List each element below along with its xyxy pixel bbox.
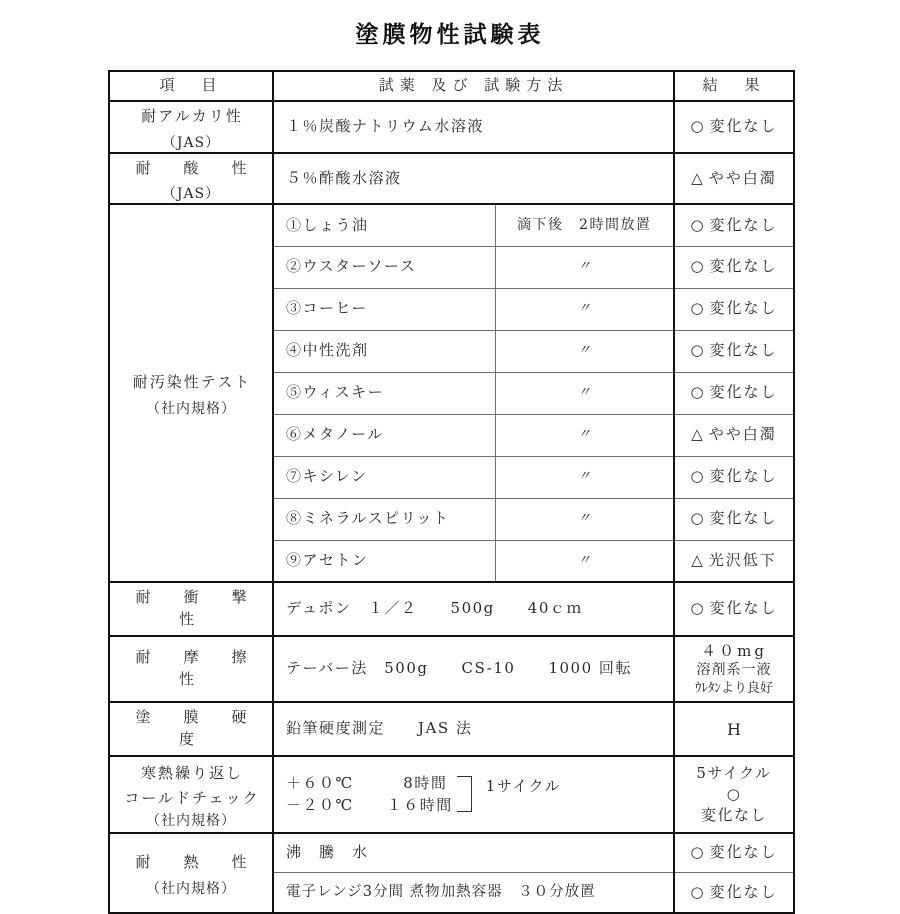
- stain-method-cell: [495, 330, 674, 372]
- row-hardness-item-label: 塗 膜 硬 度: [135, 708, 280, 749]
- row-hardness-item-cell: [109, 702, 280, 756]
- row-coldcheck-item-line2: コールドチェック: [124, 789, 260, 808]
- stain-reagent-cell: [273, 540, 495, 582]
- result-mark-icon: ○: [690, 299, 706, 318]
- stain-reagent-cell: [273, 372, 495, 414]
- stain-method-ditto: 〃: [577, 342, 591, 358]
- result-mark-icon: ○: [690, 257, 706, 276]
- stain-method-cell: [495, 204, 674, 246]
- stain-method-ditto: 〃: [577, 258, 591, 274]
- table-row: [109, 636, 794, 703]
- heat-method-cell: [273, 833, 674, 873]
- row-alkali-item-label: 耐アルカリ性: [141, 106, 243, 125]
- stain-result-cell: [674, 498, 794, 540]
- abrasion-result-comparison-2: ｳﾚﾀﾝより良好: [695, 680, 774, 696]
- result-mark-icon: ○: [690, 215, 706, 234]
- row-coldcheck-result-cell: [674, 756, 794, 833]
- result-mark-icon: ○: [690, 341, 706, 360]
- stain-result-cell: [674, 246, 794, 288]
- heat-result-cell: [674, 833, 794, 873]
- header-method-label: 試薬 及び 試験方法: [378, 76, 569, 94]
- row-stain-item-label: 耐汚染性テスト: [132, 373, 252, 392]
- stain-result-cell: [674, 540, 794, 582]
- row-acid-reagent: ５％酢酸水溶液: [286, 168, 402, 187]
- result-mark-icon: ○: [690, 509, 706, 528]
- stain-result-cell: [674, 372, 794, 414]
- stain-result-cell: [674, 330, 794, 372]
- stain-reagent-cell: [273, 330, 495, 372]
- row-acid-method-cell: [273, 153, 674, 205]
- row-impact-item-label: 耐 衝 撃 性: [135, 588, 280, 628]
- result-text: 変化なし: [709, 467, 778, 486]
- row-stain-item-sub: （社内規格）: [146, 401, 236, 418]
- table-row: [109, 582, 794, 636]
- stain-result-cell: [674, 288, 794, 330]
- stain-method-ditto: 〃: [577, 468, 591, 484]
- stain-method-ditto: 〃: [577, 552, 591, 568]
- result-text: 変化なし: [709, 299, 778, 318]
- row-acid-item-cell: [109, 153, 273, 205]
- stain-method-ditto: 〃: [577, 426, 591, 442]
- row-stain-item-cell: [109, 204, 273, 582]
- row-heat-item-label: 耐 熱 性: [135, 853, 256, 872]
- row-abrasion-item-label: 耐 摩 擦 性: [135, 648, 280, 689]
- stain-result-cell: [674, 204, 794, 246]
- stain-reagent-cell: [273, 204, 495, 246]
- row-acid-result-cell: [674, 153, 794, 205]
- stain-result: [675, 420, 793, 450]
- stain-result: [675, 252, 793, 282]
- stain-reagent-cell: [273, 498, 495, 540]
- row-coldcheck-result: [675, 759, 793, 830]
- row-coldcheck-item-sub: （社内規格）: [146, 813, 236, 830]
- result-text: 変化なし: [709, 599, 778, 618]
- table-row: [109, 756, 794, 833]
- coldcheck-temp-hot: ＋６０℃ 8時間: [286, 773, 448, 792]
- stain-reagent-cell: [273, 288, 495, 330]
- row-impact-method-cell: [273, 582, 674, 636]
- stain-method-ditto: 〃: [577, 510, 591, 526]
- table-row: [109, 153, 794, 205]
- stain-method-cell: [495, 288, 674, 330]
- stain-method-cell: [495, 540, 674, 582]
- result-text: 変化なし: [709, 116, 778, 135]
- stain-method-ditto: 〃: [577, 384, 591, 400]
- row-hardness-method: 鉛筆硬度測定 JAS 法: [286, 719, 473, 738]
- stain-method-cell: [495, 498, 674, 540]
- stain-method-cell: [495, 456, 674, 498]
- header-method-cell: [273, 71, 674, 101]
- row-heat-item-sub: （社内規格）: [146, 880, 236, 897]
- row-coldcheck-method: [274, 772, 673, 817]
- stain-method-ditto: 〃: [577, 300, 591, 316]
- stain-result: [675, 462, 793, 492]
- stain-result: [675, 294, 793, 324]
- stain-result-cell: [674, 414, 794, 456]
- stain-method-cell: [495, 246, 674, 288]
- table-row: [109, 833, 794, 873]
- stain-method-cell: [495, 372, 674, 414]
- row-hardness-result-cell: [674, 702, 794, 756]
- heat-result-cell: [674, 873, 794, 913]
- coldcheck-cycle-label: 1サイクル: [485, 776, 562, 795]
- result-mark-icon: ○: [690, 116, 706, 135]
- stain-result: [675, 546, 793, 576]
- row-alkali-result: [675, 112, 793, 142]
- row-impact-method: デュポン １／２ 500g 40ｃｍ: [286, 599, 583, 618]
- result-mark-icon: ○: [690, 882, 706, 901]
- row-coldcheck-item-cell: [109, 756, 273, 833]
- stain-method-cell: [495, 414, 674, 456]
- stain-result: [675, 378, 793, 408]
- brace-bracket-icon: [457, 776, 472, 812]
- result-text: 変化なし: [709, 341, 778, 360]
- stain-result: [675, 336, 793, 366]
- coating-property-test-table: [108, 70, 795, 914]
- result-mark-icon: ○: [690, 843, 706, 862]
- table-row: [109, 702, 794, 756]
- row-acid-result: [675, 164, 793, 194]
- row-acid-item-label: 耐 酸 性: [135, 158, 256, 177]
- stain-reagent-cell: [273, 456, 495, 498]
- table-row: [109, 204, 794, 246]
- result-text: 変化なし: [709, 882, 778, 901]
- row-abrasion-item-cell: [109, 636, 280, 703]
- stain-reagent-label: ⑤ウィスキー: [286, 383, 385, 402]
- result-mark-icon: △: [691, 168, 705, 187]
- row-acid-item-sub: （JAS）: [161, 186, 221, 203]
- stain-reagent-label: ⑥メタノール: [286, 425, 384, 444]
- header-item-cell: [109, 71, 273, 101]
- header-result-cell: [674, 71, 794, 101]
- row-alkali-result-cell: [674, 101, 794, 153]
- row-alkali-method-cell: [273, 101, 674, 153]
- stain-reagent-label: ②ウスターソース: [286, 257, 417, 276]
- stain-reagent-label: ⑦キシレン: [286, 467, 368, 486]
- result-text: 変化なし: [709, 509, 778, 528]
- row-coldcheck-item-line1: 寒熱繰り返し: [140, 763, 243, 782]
- row-abrasion-method-cell: [273, 636, 674, 703]
- row-alkali-reagent: １％炭酸ナトリウム水溶液: [286, 116, 484, 135]
- row-impact-result-cell: [674, 582, 794, 636]
- stain-reagent-cell: [273, 414, 495, 456]
- result-mark-icon: △: [691, 551, 705, 570]
- row-alkali-item-sub: （JAS）: [161, 134, 221, 151]
- result-mark-icon: ○: [690, 467, 706, 486]
- stain-reagent-label: ③コーヒー: [286, 299, 368, 318]
- stain-method-label: 滴下後 2時間放置: [517, 217, 652, 234]
- table-row: [109, 101, 794, 153]
- abrasion-result-comparison-1: 溶剤系一液: [696, 662, 772, 678]
- result-text: 変化なし: [709, 257, 778, 276]
- stain-reagent-label: ①しょう油: [286, 215, 369, 234]
- row-heat-item-cell: [109, 833, 273, 913]
- coldcheck-result-cycles: 5サイクル: [696, 763, 772, 782]
- result-text: 変化なし: [709, 383, 778, 402]
- heat-method-label: 沸 騰 水: [286, 843, 369, 862]
- stain-reagent-label: ⑧ミネラルスピリット: [286, 509, 450, 528]
- stain-result: [675, 211, 793, 241]
- result-text: やや白濁: [708, 425, 777, 444]
- coldcheck-result-status: [685, 784, 783, 826]
- stain-reagent-label: ⑨アセトン: [286, 551, 369, 570]
- row-hardness-result: H: [727, 719, 741, 739]
- result-mark-icon: ○: [690, 599, 706, 618]
- result-mark-icon: ○: [726, 784, 742, 803]
- heat-result: [675, 838, 793, 868]
- row-alkali-item-cell: [109, 101, 273, 153]
- stain-result: [675, 504, 793, 534]
- page-title: 塗膜物性試験表: [355, 21, 545, 48]
- coldcheck-temp-lines: [286, 772, 453, 817]
- result-text: 光沢低下: [708, 551, 777, 570]
- header-result-label: 結 果: [702, 76, 766, 94]
- heat-method-label: 電子レンジ3分間 煮物加熱容器 ３０分放置: [286, 884, 596, 901]
- header-item-label: 項 目: [159, 76, 223, 94]
- stain-reagent-cell: [273, 246, 495, 288]
- result-mark-icon: △: [691, 425, 705, 444]
- row-abrasion-method: テーバー法 500g CS-10 1000 回転: [286, 659, 632, 678]
- abrasion-result-weight: ４０mg: [701, 641, 767, 660]
- row-abrasion-result: [675, 637, 793, 702]
- result-text: 変化なし: [709, 843, 778, 862]
- heat-method-cell: [273, 873, 674, 913]
- stain-reagent-label: ④中性洗剤: [286, 341, 369, 360]
- spec-table-container: [108, 70, 793, 914]
- result-mark-icon: ○: [690, 383, 706, 402]
- result-text: 変化なし: [701, 805, 768, 824]
- row-impact-result: [675, 594, 793, 624]
- result-text: 変化なし: [709, 215, 778, 234]
- result-text: やや白濁: [708, 168, 777, 187]
- row-abrasion-result-cell: [674, 636, 794, 703]
- heat-result: [675, 878, 793, 908]
- table-header-row: [109, 71, 794, 101]
- row-coldcheck-method-cell: [273, 756, 674, 833]
- row-hardness-method-cell: [273, 702, 674, 756]
- stain-result-cell: [674, 456, 794, 498]
- row-impact-item-cell: [109, 582, 280, 636]
- coldcheck-temp-cold: －２０℃ １６時間: [286, 796, 453, 815]
